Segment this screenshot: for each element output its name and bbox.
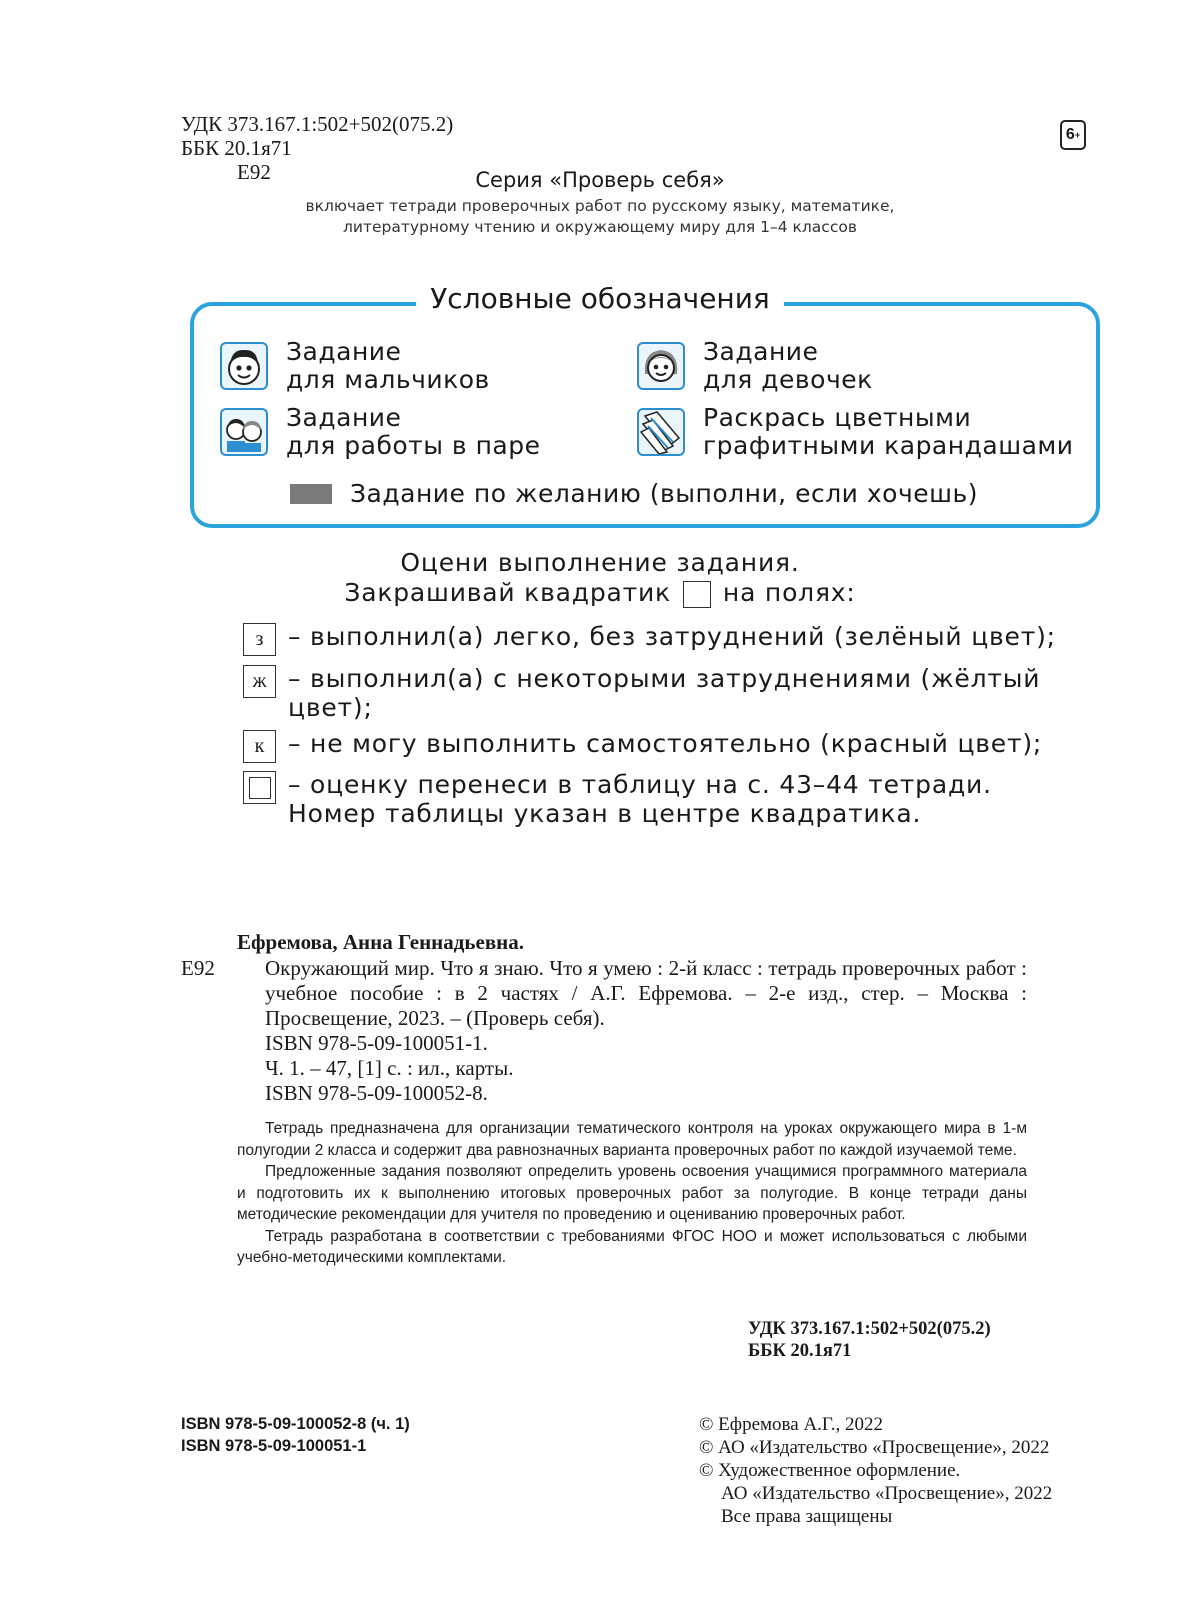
mark-text-table: – оценку перенеси в таблицу на с. 43–44 тетради. Номер таблицы указан в центре квадратика. — [288, 770, 992, 828]
blank-square-icon — [683, 581, 711, 608]
mark-text-green: – выполнил(а) легко, без затруднений (зелёный цвет); — [288, 622, 1056, 651]
copyright-art: © Художественное оформление. — [699, 1460, 961, 1481]
boy-face-icon — [220, 342, 268, 390]
copyright-art-publisher: АО «Издательство «Просвещение», 2022 — [721, 1483, 1053, 1504]
legend-item-pencils-line2: графитными карандашами — [703, 431, 1074, 460]
copyright-rights: Все права защищены — [721, 1506, 893, 1527]
annotation-p3: Тетрадь разработана в соответствии с требованиями ФГОС НОО и может использоваться с любыми учебно-методическими комплектами. — [237, 1227, 1027, 1266]
annotation-classification — [748, 1318, 991, 1362]
age-rating-badge — [1060, 120, 1086, 150]
legend-item-girls — [637, 338, 873, 394]
optional-text: Задание по желанию (выполни, если хочешь) — [350, 479, 978, 508]
pencils-icon — [637, 408, 685, 456]
legend-optional — [290, 479, 978, 508]
series-description-line2: литературному чтению и окружающему миру для 1–4 классов — [343, 218, 857, 236]
legend-item-pair-line2: для работы в паре — [286, 431, 541, 460]
footer-isbn — [181, 1413, 410, 1457]
series-description-line1: включает тетради проверочных работ по русскому языку, математике, — [305, 197, 895, 215]
inner-square-icon — [249, 777, 271, 799]
footer-isbn-full: ISBN 978-5-09-100051-1 — [181, 1437, 367, 1455]
legend-title: Условные обозначения — [0, 282, 1200, 315]
mark-box-k: к — [243, 730, 276, 763]
bibliography-record — [237, 956, 1027, 1106]
bibliography-isbn1: ISBN 978-5-09-100051-1. — [265, 1031, 488, 1055]
mark-row-yellow — [243, 664, 1078, 722]
bibliography-code: Е92 — [181, 956, 215, 980]
legend-item-pair-line1: Задание — [286, 403, 402, 432]
copyright-publisher: © АО «Издательство «Просвещение», 2022 — [699, 1437, 1050, 1458]
mark-box-zh: ж — [243, 665, 276, 698]
girl-face-icon — [637, 342, 685, 390]
series-title: Серия «Проверь себя» — [475, 168, 725, 192]
legend-item-girls-line2: для девочек — [703, 365, 873, 394]
series-description — [0, 196, 1200, 238]
legend-item-pair — [220, 404, 541, 460]
footer-isbn-part: ISBN 978-5-09-100052-8 (ч. 1) — [181, 1415, 410, 1433]
annotation-bbk: ББК 20.1я71 — [748, 1341, 852, 1361]
annotation — [237, 1118, 1027, 1269]
legend-item-boys-line1: Задание — [286, 337, 402, 366]
mark-box-z: з — [243, 623, 276, 656]
mark-row-red — [243, 729, 1078, 763]
legend-item-boys-line2: для мальчиков — [286, 365, 490, 394]
udk-code: УДК 373.167.1:502+502(075.2) — [181, 112, 454, 136]
annotation-p1: Тетрадь предназначена для организации тематического контроля на уроках окружающего мира в 1-м полугодии 2 класса и содержит два равнозначных варианта проверочных работ по каждой изучаемой теме. — [237, 1120, 1027, 1159]
annotation-udk: УДК 373.167.1:502+502(075.2) — [748, 1319, 991, 1339]
legend-item-pencils — [637, 404, 1074, 460]
mark-text-yellow: – выполнил(а) с некоторыми затруднениями (жёлтый цвет); — [288, 664, 1041, 722]
author-code: Е92 — [237, 160, 271, 184]
evaluation-heading: Оцени выполнение задания. — [400, 548, 800, 577]
bibliography-isbn2: ISBN 978-5-09-100052-8. — [265, 1081, 488, 1105]
legend-item-pencils-line1: Раскрась цветными — [703, 403, 972, 432]
mark-row-green — [243, 622, 1078, 656]
bibliography-main: Окружающий мир. Что я знаю. Что я умею : 2-й класс : тетрадь проверочных работ : учебное пособие : в 2 частях / А.Г. Ефремова. – 2-е изд., стер. – Москва : Просвещение, 2023. – (Проверь себя). — [265, 956, 1027, 1030]
evaluation-instruction: Закрашивай квадратик на полях: — [344, 578, 856, 607]
author-name: Ефремова, Анна Геннадьевна. — [237, 930, 525, 954]
legend-item-girls-line1: Задание — [703, 337, 819, 366]
mark-row-table — [243, 770, 1078, 828]
copyright-author: © Ефремова А.Г., 2022 — [699, 1414, 884, 1435]
optional-swatch — [290, 484, 332, 504]
bibliography-part: Ч. 1. – 47, [1] с. : ил., карты. — [265, 1056, 514, 1080]
annotation-p2: Предложенные задания позволяют определить уровень освоения учащимися программного материала и подготовить их к выполнению итоговых проверочных работ за полугодие. В конце тетради даны методические рекомендации для учителя по проведению и оцениванию проверочных работ. — [237, 1163, 1027, 1223]
pair-icon — [220, 408, 268, 456]
copyright-block — [699, 1413, 1052, 1528]
mark-text-red: – не могу выполнить самостоятельно (красный цвет); — [288, 729, 1043, 758]
mark-box-square — [243, 771, 276, 804]
legend-item-boys — [220, 338, 490, 394]
age-rating-number: 6 — [1065, 126, 1075, 143]
bbk-code: ББК 20.1я71 — [181, 136, 292, 160]
age-rating-plus: + — [1074, 130, 1081, 140]
